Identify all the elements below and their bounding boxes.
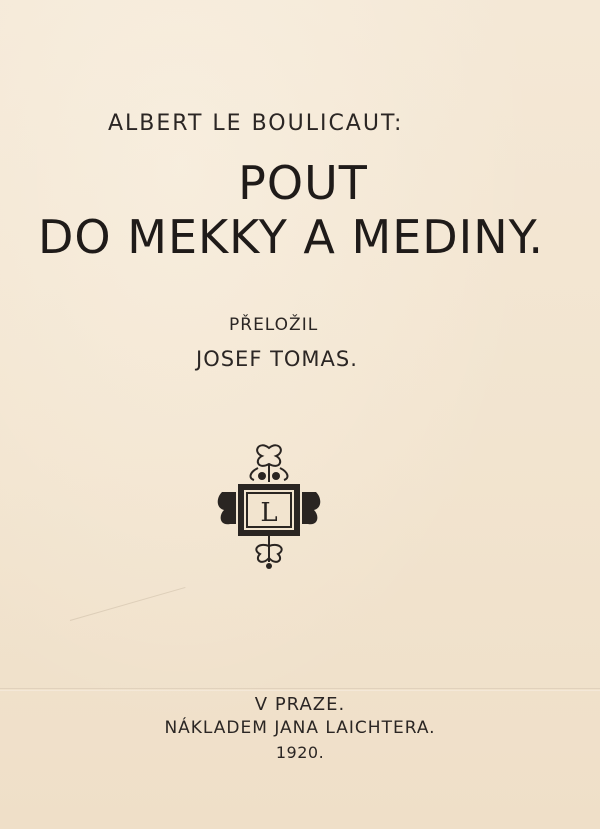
- imprint-year: 1920.: [275, 743, 325, 762]
- author-line: ALBERT LE BOULICAUT:: [108, 111, 404, 136]
- translator-name: JOSEF TOMAS.: [196, 347, 358, 371]
- paper-fold-highlight: [0, 690, 600, 691]
- imprint-publisher: NÁKLADEM JANA LAICHTERA.: [164, 718, 436, 738]
- paper-crease: [70, 587, 186, 621]
- title-line-1: POUT: [238, 156, 368, 210]
- paper-fold-line: [0, 688, 600, 689]
- publisher-emblem-icon: [214, 438, 324, 578]
- emblem-letter: L: [260, 498, 278, 528]
- translator-label: PŘELOŽIL: [229, 315, 319, 335]
- imprint-city: V PRAZE.: [254, 694, 346, 715]
- title-line-2: DO MEKKY A MEDINY.: [38, 210, 545, 264]
